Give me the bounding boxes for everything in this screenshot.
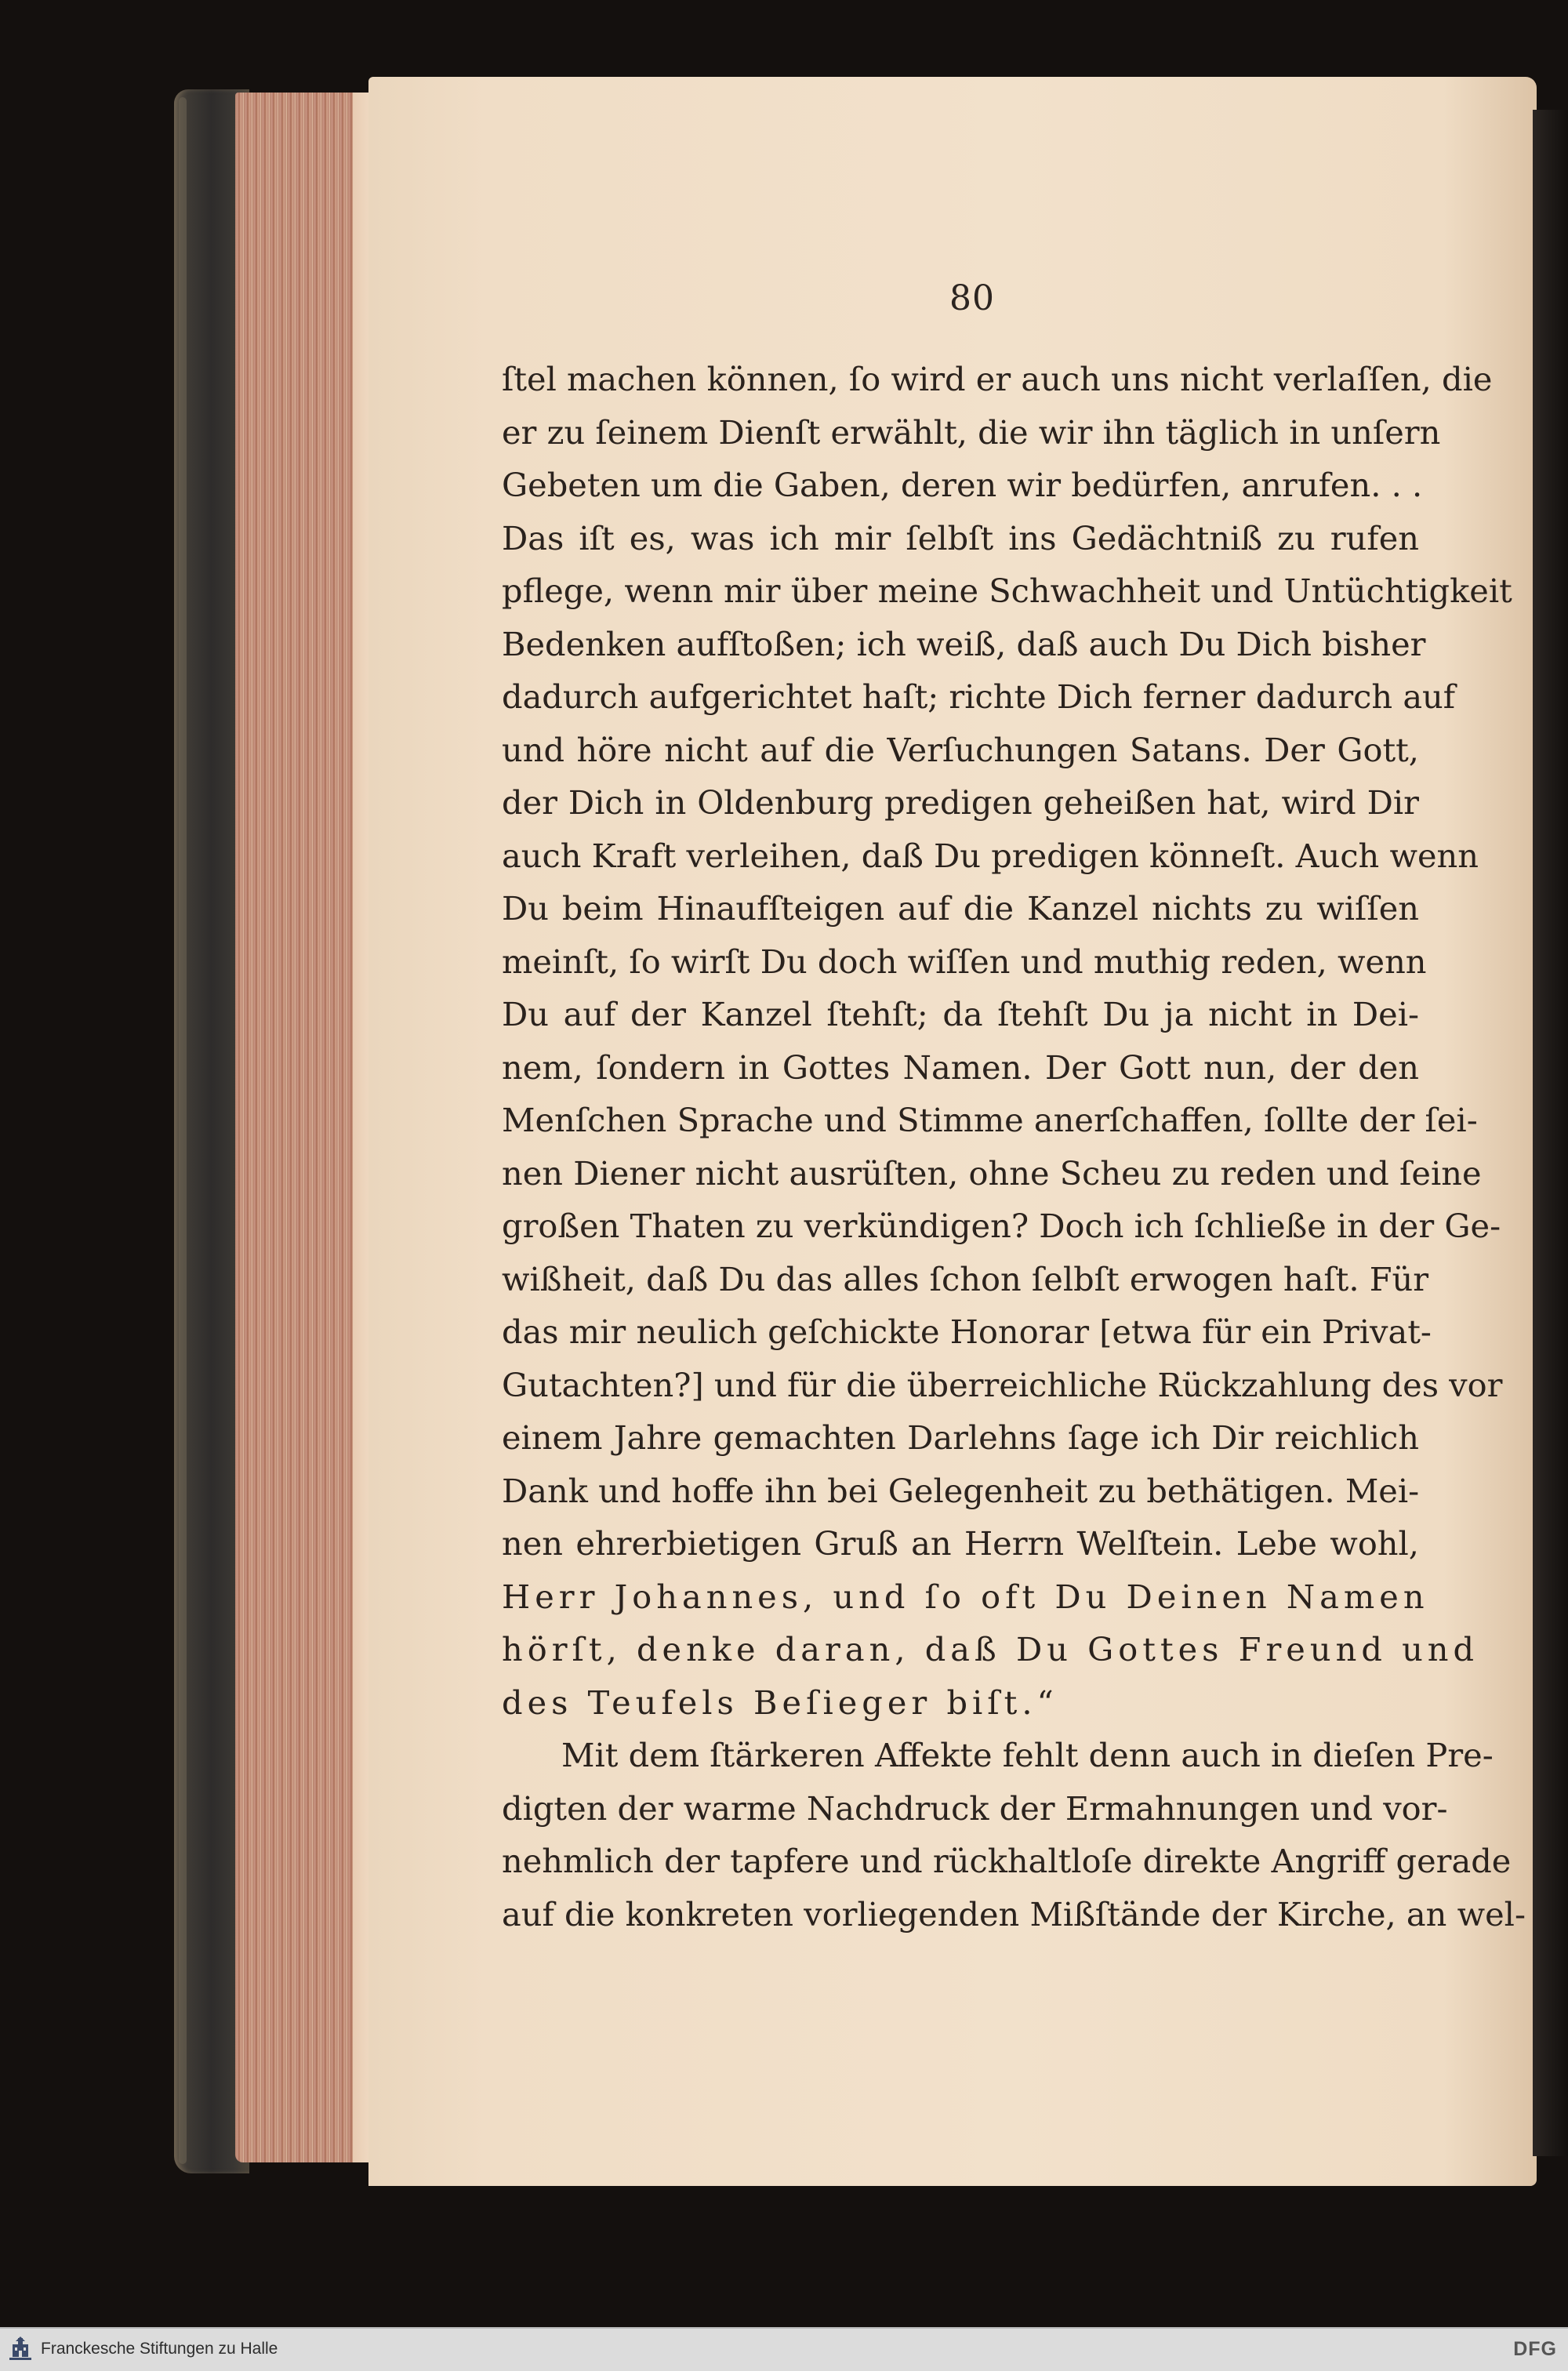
text-line: Herr Johannes, und ſo oft Du Deinen Namen [502,1577,1429,1616]
text-line: Du auf der Kanzel ſtehſt; da ſtehſt Du ja nicht in Dei- [502,995,1419,1033]
text-line: Menſchen Sprache und Stimme anerſchaffen, ſollte der ſei- [502,1101,1478,1139]
text-line: pflege, wenn mir über meine Schwachheit und Untüchtigkeit [502,572,1512,610]
institution-name: Franckesche Stiftungen zu Halle [41,2340,278,2358]
text-line: auch Kraft verleihen, daß Du predigen könneſt. Auch wenn [502,836,1479,875]
text-line: und höre nicht auf die Verſuchungen Satans. Der Gott, [502,730,1419,769]
page-edges [235,93,372,2162]
text-line: dadurch aufgerichtet haſt; richte Dich ferner dadurch auf [502,677,1456,716]
text-line: nem, ſondern in Gottes Namen. Der Gott nun, der den [502,1048,1419,1087]
text-line: wißheit, daß Du das alles ſchon ſelbſt erwogen haſt. Für [502,1259,1429,1298]
dfg-logo: DFG [1513,2338,1557,2360]
text-line: einem Jahre gemachten Darlehns ſage ich Dir reichlich [502,1418,1419,1457]
text-line: das mir neulich geſchickte Honorar [etwa für ein Privat- [502,1313,1432,1351]
text-line: digten der warme Nachdruck der Ermahnungen und vor- [502,1788,1448,1828]
body-text [502,353,1526,1941]
text-line: auf die konkreten vorliegenden Mißſtände der Kirche, an wel- [502,1894,1526,1933]
text-line: er zu ſeinem Dienſt erwählt, die wir ihn täglich in unſern [502,412,1441,452]
text-line: der Dich in Oldenburg predigen geheißen hat, wird Dir [502,783,1419,822]
text-line: Gutachten?] und für die überreichliche Rückzahlung des vor [502,1365,1503,1404]
text-line: Du beim Hinaufſteigen auf die Kanzel nichts zu wiſſen [502,889,1419,928]
text-line: hörſt, denke daran, daß Du Gottes Freund und [502,1630,1479,1668]
text-line: großen Thaten zu verkündigen? Doch ich ſchließe in der Ge- [502,1207,1501,1245]
text-line: meinſt, ſo wirſt Du doch wiſſen und muthig reden, wenn [502,942,1427,981]
text-line: nen Diener nicht ausrüſten, ohne Scheu zu reden und ſeine [502,1153,1482,1193]
viewer-footer [0,2327,1568,2371]
gutter-shadow [1533,110,1568,2156]
text-line: Bedenken aufſtoßen; ich weiß, daß auch Du Dich bisher [502,624,1426,663]
institution-emblem-icon [8,2337,33,2363]
page-number: 80 [949,278,995,318]
text-line: nen ehrerbietigen Gruß an Herrn Welſtein. Lebe wohl, [502,1524,1419,1563]
text-line: nehmlich der tapfere und rückhaltloſe direkte Angriff gerade [502,1842,1512,1880]
text-line: ſtel machen können, ſo wird er auch uns nicht verlaſſen, die [502,360,1493,398]
text-line: Dank und hoffe ihn bei Gelegenheit zu bethätigen. Mei- [502,1471,1420,1510]
text-line: des Teufels Beſieger biſt.“ [502,1683,1058,1722]
text-line: Mit dem ſtärkeren Affekte fehlt denn auch in dieſen Pre- [561,1736,1494,1774]
text-line: Gebeten um die Gaben, deren wir bedürfen, anrufen. . . [502,466,1423,504]
text-line: Das iſt es, was ich mir ſelbſt ins Gedächtniß zu rufen [502,518,1419,557]
